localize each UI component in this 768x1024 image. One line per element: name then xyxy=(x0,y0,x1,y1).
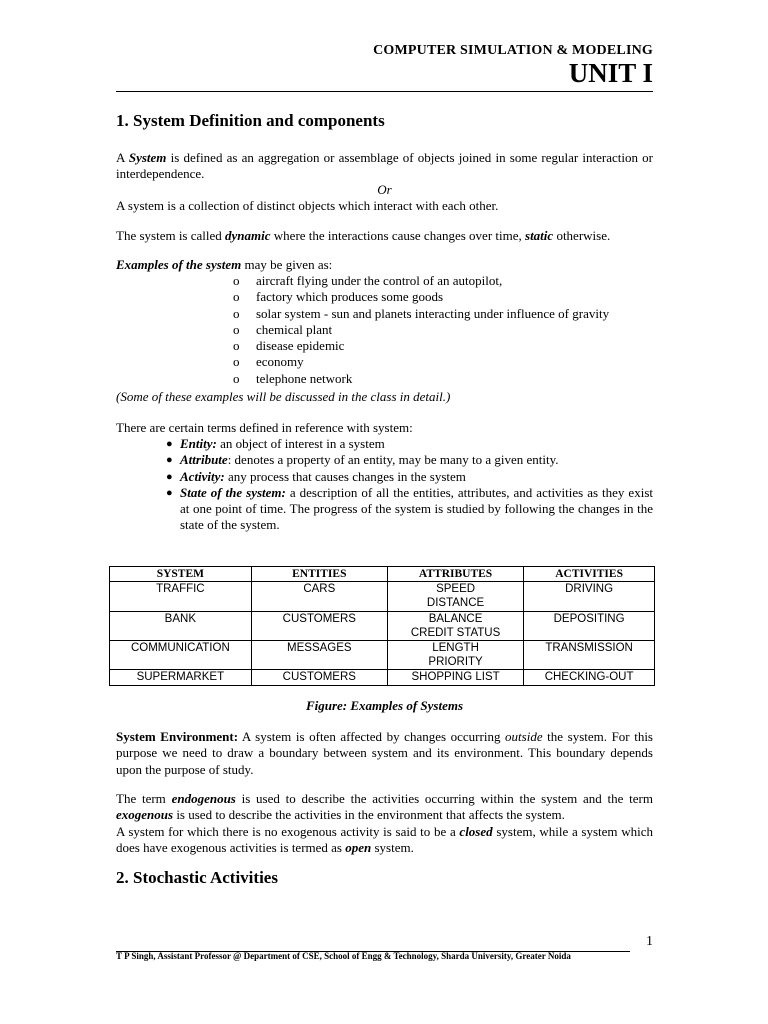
list-item: o solar system - sun and planets interacting under influence of gravity xyxy=(233,305,610,321)
list-item: o economy xyxy=(233,354,304,370)
term-item-state: ● State of the system: a description of all the entities, attributes, and activities as they exist at one point of time. The progress of the system is studied by following the changes in the state of the system. xyxy=(166,484,653,533)
bullet-dot-icon: ● xyxy=(166,486,173,499)
unit-title: UNIT I xyxy=(568,58,653,88)
terms-list xyxy=(166,436,653,534)
dynamic-static-paragraph xyxy=(116,228,653,244)
list-item: o factory which produces some goods xyxy=(233,289,444,305)
system-environment-paragraph: System Environment: A system is often affected by changes occurring outside the system. For this purpose we need to draw a boundary between system and its environment. This boundary depends upon the purpose of study. xyxy=(116,729,653,777)
table-row: COMMUNICATION MESSAGES LENGTH PRIORITY TRANSMISSION xyxy=(110,641,655,670)
term-exogenous: exogenous xyxy=(116,807,174,823)
document-page xyxy=(116,0,653,1024)
circle-bullet-icon: o xyxy=(233,289,240,305)
table-row: BANK CUSTOMERS BALANCE CREDIT STATUS DEPOSITING xyxy=(110,611,655,640)
circle-bullet-icon: o xyxy=(233,305,240,321)
systems-table xyxy=(109,566,655,686)
section-1-heading: 1. System Definition and components xyxy=(116,111,385,130)
table-row: TRAFFIC CARS SPEED DISTANCE DRIVING xyxy=(110,582,655,611)
table-row: SUPERMARKET CUSTOMERS SHOPPING LIST CHECKING-OUT xyxy=(110,670,655,685)
system-definition-alt: A system is a collection of distinct objects which interact with each other. xyxy=(116,198,499,213)
column-header-entities: ENTITIES xyxy=(251,567,387,582)
circle-bullet-icon: o xyxy=(233,370,240,386)
def-a: A xyxy=(116,150,129,165)
circle-bullet-icon: o xyxy=(233,273,240,288)
term-open: open xyxy=(345,839,372,855)
term-dynamic: dynamic xyxy=(225,228,271,243)
endogenous-exogenous-paragraph: The term endogenous is used to describe the activities occurring within the system and the term exogenous is used to describe the activities in the environment that affects the system. A system for which there is no exogenous activity is said to be a closed system, while a system which does have exogenous activities is termed as open system. xyxy=(116,791,653,855)
column-header-system: SYSTEM xyxy=(110,567,252,582)
term-static: static xyxy=(525,228,554,243)
examples-intro xyxy=(116,257,653,273)
circle-bullet-icon: o xyxy=(233,354,240,370)
page-number: 1 xyxy=(646,934,653,949)
examples-label: Examples of the system xyxy=(116,257,242,272)
course-title: COMPUTER SIMULATION & MODELING xyxy=(373,43,653,58)
terms-intro: There are certain terms defined in reference with system: xyxy=(116,420,413,435)
list-item: o disease epidemic xyxy=(233,338,345,354)
list-item: o aircraft flying under the control of an autopilot, xyxy=(233,273,503,288)
term-closed: closed xyxy=(459,823,493,839)
header-divider xyxy=(116,91,653,92)
system-definition-paragraph xyxy=(116,150,653,183)
column-header-attributes: ATTRIBUTES xyxy=(387,567,523,582)
def-rest: is defined as an aggregation or assemblage of objects joined in some regular interaction or interdependence. xyxy=(116,150,653,182)
or-separator xyxy=(116,182,653,198)
term-item-attribute: ● Attribute: denotes a property of an entity, may be many to a given entity. xyxy=(166,452,559,468)
examples-suffix: may be given as: xyxy=(241,257,333,272)
term-endogenous: endogenous xyxy=(171,791,236,806)
bullet-dot-icon: ● xyxy=(166,438,173,450)
bullet-dot-icon: ● xyxy=(166,470,173,483)
list-item: o chemical plant xyxy=(233,321,333,337)
dyn-post: otherwise. xyxy=(553,228,611,243)
dyn-pre: The system is called xyxy=(116,228,226,243)
list-item: o telephone network xyxy=(233,370,353,386)
examples-note: (Some of these examples will be discussed in the class in detail.) xyxy=(116,389,451,404)
footer-author: T P Singh, Assistant Professor @ Department of CSE, School of Engg & Technology, Sharda University, Greater Noida xyxy=(116,951,571,961)
term-system: System xyxy=(128,150,167,165)
column-header-activities: ACTIVITIES xyxy=(524,567,655,582)
dyn-mid: where the interactions cause changes over time, xyxy=(270,228,526,243)
or-text: Or xyxy=(377,182,392,197)
table-caption: Figure: Examples of Systems xyxy=(305,698,464,713)
circle-bullet-icon: o xyxy=(233,338,240,354)
examples-list xyxy=(233,273,609,387)
term-item-activity: ● Activity: any process that causes changes in the system xyxy=(166,468,466,484)
table-header-row xyxy=(110,567,655,582)
section-2-heading: 2. Stochastic Activities xyxy=(116,868,278,887)
environment-label: System Environment: xyxy=(116,729,239,744)
bullet-dot-icon: ● xyxy=(166,454,173,467)
term-item-entity: ● Entity: an object of interest in a system xyxy=(166,436,385,451)
circle-bullet-icon: o xyxy=(233,321,240,337)
